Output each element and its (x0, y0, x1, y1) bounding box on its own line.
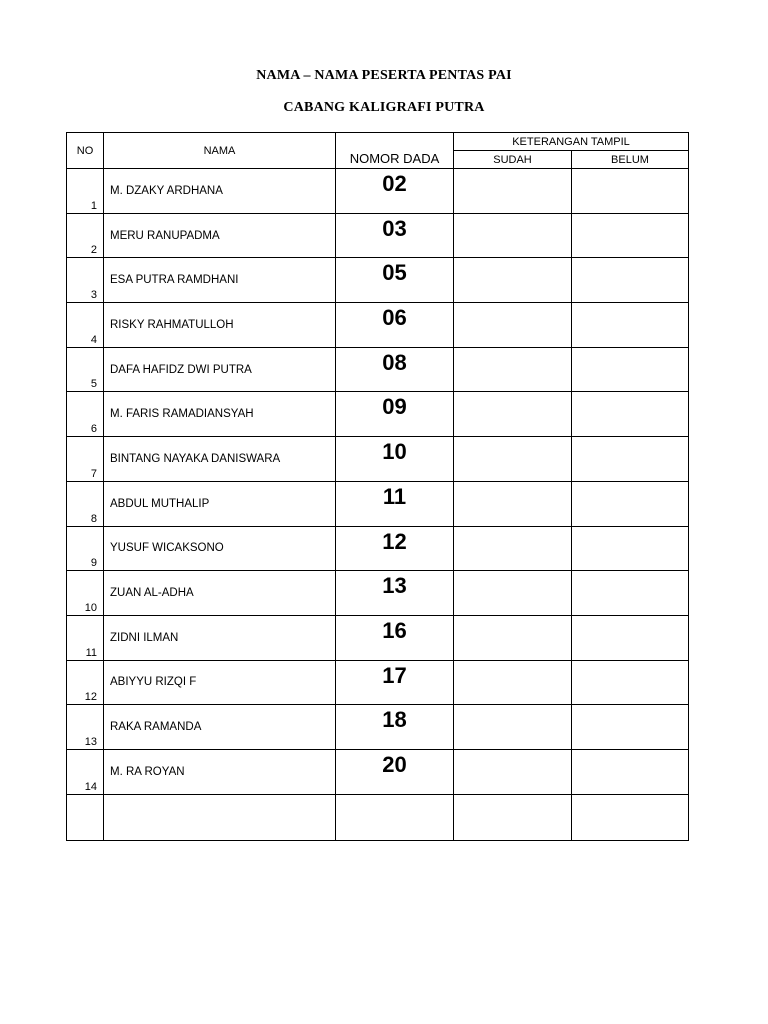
participant-name: M. DZAKY ARDHANA (104, 169, 336, 214)
belum-cell (572, 705, 689, 750)
belum-cell (572, 213, 689, 258)
participant-name: DAFA HAFIDZ DWI PUTRA (104, 347, 336, 392)
belum-cell (572, 526, 689, 571)
participant-name: M. RA ROYAN (104, 749, 336, 794)
table-row (67, 303, 689, 348)
sudah-cell (454, 571, 572, 616)
row-number: 11 (67, 615, 104, 660)
belum-cell (572, 437, 689, 482)
sudah-cell (454, 437, 572, 482)
table-row (67, 258, 689, 303)
sudah-cell (454, 705, 572, 750)
participant-name: M. FARIS RAMADIANSYAH (104, 392, 336, 437)
row-number: 10 (67, 571, 104, 616)
belum-cell (572, 660, 689, 705)
table-row (67, 615, 689, 660)
row-number: 3 (67, 258, 104, 303)
belum-cell (572, 303, 689, 348)
header-keterangan-tampil: KETERANGAN TAMPIL (454, 133, 689, 151)
table-row (67, 481, 689, 526)
header-nomor-dada: NOMOR DADA (336, 133, 454, 169)
row-number: 7 (67, 437, 104, 482)
participant-table (66, 132, 689, 841)
row-number: 12 (67, 660, 104, 705)
document-subtitle: CABANG KALIGRAFI PUTRA (283, 100, 485, 115)
chest-number: 12 (336, 526, 454, 571)
participant-name: ESA PUTRA RAMDHANI (104, 258, 336, 303)
chest-number: 13 (336, 571, 454, 616)
header-belum: BELUM (572, 151, 689, 169)
chest-number: 05 (336, 258, 454, 303)
belum-cell (572, 169, 689, 214)
chest-number: 02 (336, 169, 454, 214)
table-row (67, 169, 689, 214)
sudah-cell (454, 660, 572, 705)
chest-number: 10 (336, 437, 454, 482)
sudah-cell (454, 615, 572, 660)
table-row (67, 526, 689, 571)
chest-number: 03 (336, 213, 454, 258)
empty-cell (67, 794, 104, 840)
belum-cell (572, 347, 689, 392)
participant-name: RISKY RAHMATULLOH (104, 303, 336, 348)
row-number: 13 (67, 705, 104, 750)
empty-cell (454, 794, 572, 840)
sudah-cell (454, 481, 572, 526)
table-row (67, 705, 689, 750)
header-nama: NAMA (104, 133, 336, 169)
document-title: NAMA – NAMA PESERTA PENTAS PAI (256, 68, 512, 83)
belum-cell (572, 258, 689, 303)
empty-cell (336, 794, 454, 840)
row-number: 14 (67, 749, 104, 794)
sudah-cell (454, 303, 572, 348)
chest-number: 20 (336, 749, 454, 794)
sudah-cell (454, 213, 572, 258)
sudah-cell (454, 258, 572, 303)
chest-number: 18 (336, 705, 454, 750)
belum-cell (572, 749, 689, 794)
table-row (67, 660, 689, 705)
empty-cell (104, 794, 336, 840)
row-number: 5 (67, 347, 104, 392)
chest-number: 17 (336, 660, 454, 705)
sudah-cell (454, 392, 572, 437)
participant-name: YUSUF WICAKSONO (104, 526, 336, 571)
sudah-cell (454, 526, 572, 571)
belum-cell (572, 615, 689, 660)
sudah-cell (454, 749, 572, 794)
belum-cell (572, 481, 689, 526)
row-number: 9 (67, 526, 104, 571)
participant-name: MERU RANUPADMA (104, 213, 336, 258)
empty-cell (572, 794, 689, 840)
table-row (67, 392, 689, 437)
chest-number: 09 (336, 392, 454, 437)
table-row (67, 437, 689, 482)
table-row (67, 571, 689, 616)
participant-name: ZUAN AL-ADHA (104, 571, 336, 616)
chest-number: 08 (336, 347, 454, 392)
row-number: 2 (67, 213, 104, 258)
header-no: NO (67, 133, 104, 169)
chest-number: 11 (336, 481, 454, 526)
belum-cell (572, 571, 689, 616)
row-number: 1 (67, 169, 104, 214)
table-row (67, 347, 689, 392)
chest-number: 16 (336, 615, 454, 660)
participant-name: ZIDNI ILMAN (104, 615, 336, 660)
header-sudah: SUDAH (454, 151, 572, 169)
sudah-cell (454, 347, 572, 392)
sudah-cell (454, 169, 572, 214)
row-number: 8 (67, 481, 104, 526)
table-body (67, 169, 689, 841)
row-number: 6 (67, 392, 104, 437)
row-number: 4 (67, 303, 104, 348)
participant-name: ABDUL MUTHALIP (104, 481, 336, 526)
participant-name: BINTANG NAYAKA DANISWARA (104, 437, 336, 482)
belum-cell (572, 392, 689, 437)
empty-row (67, 794, 689, 840)
participant-name: ABIYYU RIZQI F (104, 660, 336, 705)
table-row (67, 749, 689, 794)
participant-name: RAKA RAMANDA (104, 705, 336, 750)
table-row (67, 213, 689, 258)
chest-number: 06 (336, 303, 454, 348)
